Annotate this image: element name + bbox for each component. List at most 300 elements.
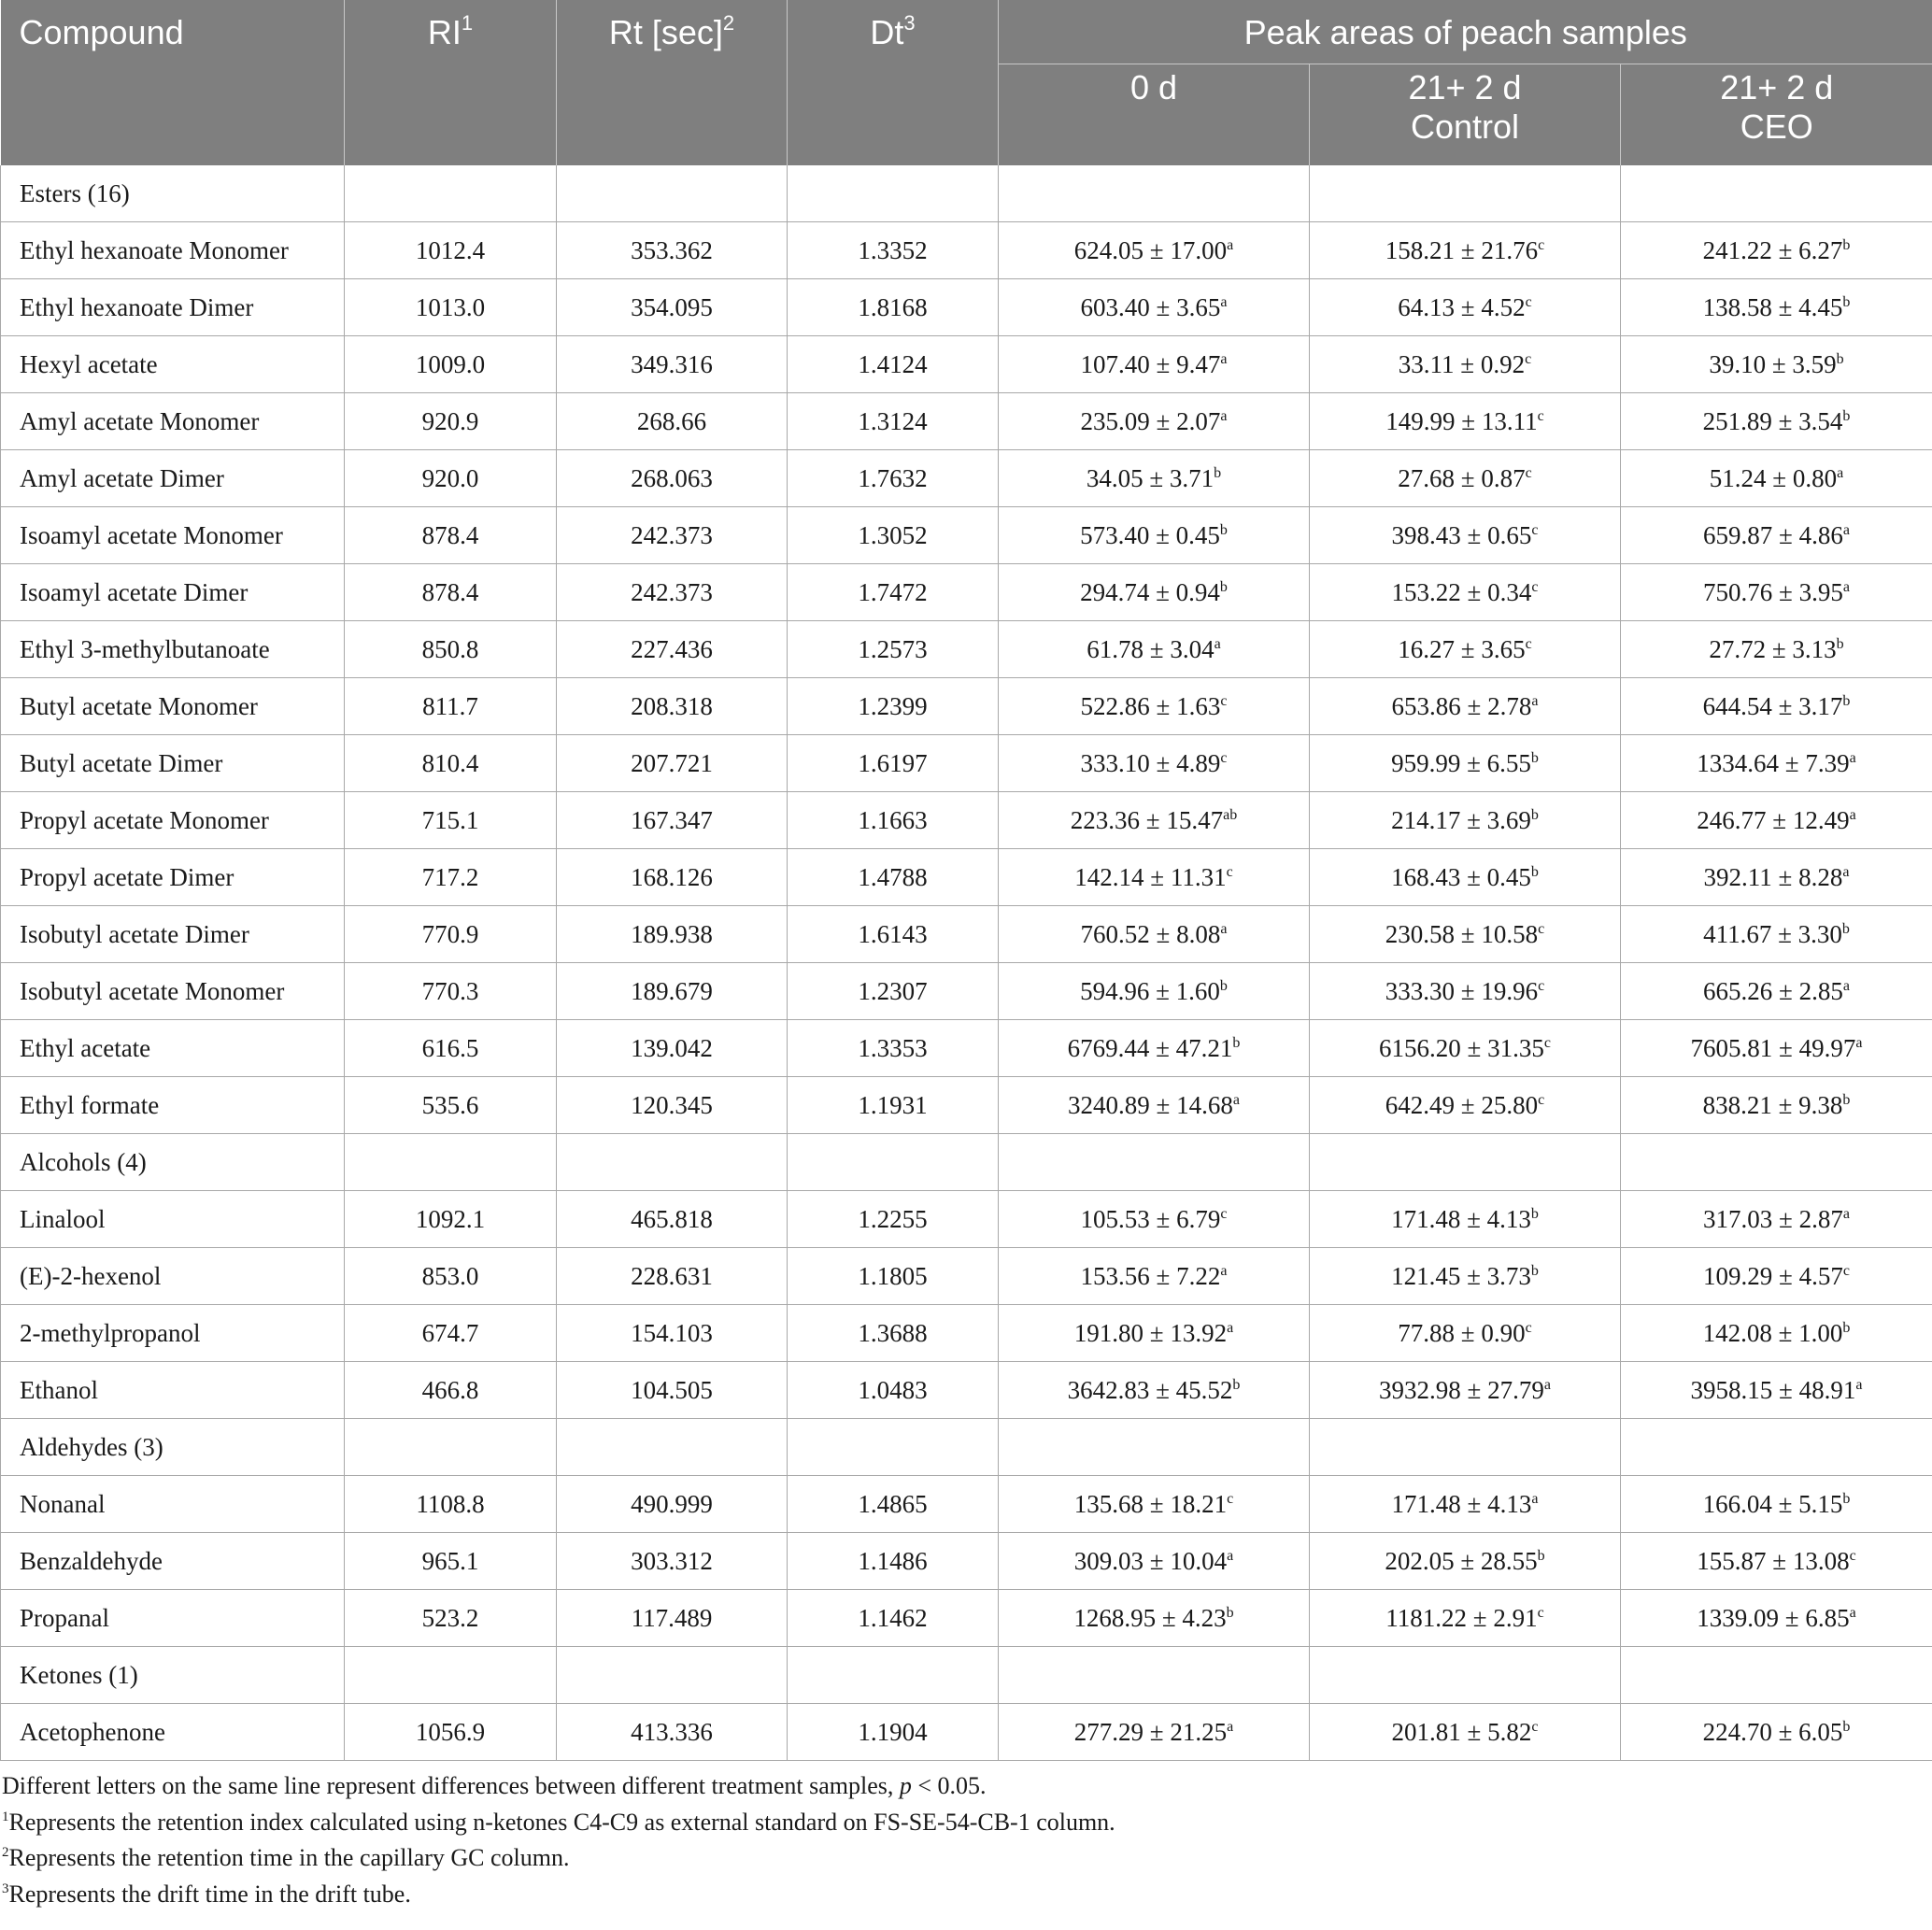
ri-value: 770.9 — [345, 906, 557, 963]
dt-value: 1.3352 — [788, 222, 999, 279]
mean-sd-value: 6769.44 ± 47.21 — [1067, 1033, 1233, 1062]
empty-cell — [345, 1419, 557, 1476]
significance-letter: b — [1219, 578, 1228, 595]
rt-value: 167.347 — [557, 792, 788, 849]
mean-sd-value: 392.11 ± 8.28 — [1703, 862, 1843, 891]
ri-value: 1092.1 — [345, 1191, 557, 1248]
table-row — [1, 450, 1932, 507]
ri-value: 965.1 — [345, 1533, 557, 1590]
compound-name: Isobutyl acetate Monomer — [1, 963, 345, 1020]
empty-cell — [999, 1647, 1310, 1704]
dt-value: 1.4788 — [788, 849, 999, 906]
peak-area-ceo — [1621, 1533, 1932, 1590]
significance-letter: b — [1841, 920, 1850, 937]
rt-value: 168.126 — [557, 849, 788, 906]
significance-letter: a — [1855, 1376, 1863, 1393]
significance-letter: c — [1227, 1490, 1234, 1507]
peak-area-0d — [999, 678, 1310, 735]
header-rt: Rt $[\sec]^2$ — [557, 0, 788, 165]
ri-value: 1108.8 — [345, 1476, 557, 1533]
mean-sd-value: 522.86 ± 1.63 — [1080, 691, 1221, 720]
mean-sd-value: 33.11 ± 0.92 — [1398, 349, 1526, 378]
dt-value: 1.1462 — [788, 1590, 999, 1647]
compound-name: Butyl acetate Monomer — [1, 678, 345, 735]
empty-cell — [788, 165, 999, 222]
table-body — [1, 165, 1932, 1761]
ri-value: 1009.0 — [345, 336, 557, 393]
significance-letter: b — [1842, 407, 1851, 424]
rt-value: 154.103 — [557, 1305, 788, 1362]
footnote-3: $^3$Represents the drift time in the drift tube. — [2, 1880, 411, 1908]
significance-letter: c — [1220, 1205, 1228, 1222]
significance-letter: c — [1525, 635, 1532, 652]
mean-sd-value: 333.10 ± 4.89 — [1080, 748, 1221, 777]
table-row — [1, 735, 1932, 792]
peak-area-0d — [999, 222, 1310, 279]
peak-area-ceo — [1621, 450, 1932, 507]
header-control: 21+ 2 d Control — [1310, 64, 1621, 166]
empty-cell — [788, 1419, 999, 1476]
ri-value: 717.2 — [345, 849, 557, 906]
peak-area-0d — [999, 279, 1310, 336]
peak-area-0d — [999, 1020, 1310, 1077]
table-row — [1, 1077, 1932, 1134]
ri-value: 811.7 — [345, 678, 557, 735]
peak-area-0d — [999, 792, 1310, 849]
dt-value: 1.1486 — [788, 1533, 999, 1590]
mean-sd-value: 135.68 ± 18.21 — [1073, 1489, 1228, 1518]
significance-letter: a — [1220, 920, 1228, 937]
peak-area-0d — [999, 1704, 1310, 1761]
compound-name: Amyl acetate Monomer — [1, 393, 345, 450]
peak-area-ceo — [1621, 507, 1932, 564]
compound-name: Isobutyl acetate Dimer — [1, 906, 345, 963]
compound-name: Ethyl acetate — [1, 1020, 345, 1077]
compound-name: 2-methylpropanol — [1, 1305, 345, 1362]
header-dt: Dt$^3$ — [788, 0, 999, 165]
significance-letter: c — [1531, 521, 1539, 538]
peak-area-0d — [999, 1476, 1310, 1533]
dt-value: 1.3052 — [788, 507, 999, 564]
significance-letter: a — [1543, 1376, 1551, 1393]
header-ceo: 21+ 2 d CEO — [1621, 64, 1932, 166]
rt-value: 139.042 — [557, 1020, 788, 1077]
compound-name: Ethanol — [1, 1362, 345, 1419]
mean-sd-value: 644.54 ± 3.17 — [1702, 691, 1843, 720]
rt-value: 117.489 — [557, 1590, 788, 1647]
dt-value: 1.4124 — [788, 336, 999, 393]
significance-letter: b — [1836, 350, 1844, 367]
table-row — [1, 393, 1932, 450]
empty-cell — [1310, 1134, 1621, 1191]
mean-sd-value: 317.03 ± 2.87 — [1703, 1204, 1843, 1233]
mean-sd-value: 109.29 ± 4.57 — [1703, 1261, 1843, 1290]
peak-area-control — [1310, 564, 1621, 621]
rt-value: 353.362 — [557, 222, 788, 279]
peak-area-ceo — [1621, 1020, 1932, 1077]
empty-cell — [1621, 1419, 1932, 1476]
significance-letter: a — [1842, 578, 1850, 595]
peak-area-control — [1310, 1476, 1621, 1533]
table-row — [1, 1191, 1932, 1248]
mean-sd-value: 333.30 ± 19.96 — [1385, 976, 1539, 1005]
peak-area-control — [1310, 735, 1621, 792]
peak-area-control — [1310, 1704, 1621, 1761]
mean-sd-value: 121.45 ± 3.73 — [1391, 1261, 1531, 1290]
mean-sd-value: 959.99 ± 6.55 — [1391, 748, 1531, 777]
mean-sd-value: 3642.83 ± 45.52 — [1067, 1375, 1233, 1404]
table-row — [1, 1704, 1932, 1761]
peak-area-control — [1310, 849, 1621, 906]
mean-sd-value: 77.88 ± 0.90 — [1398, 1318, 1526, 1347]
peak-area-control — [1310, 1020, 1621, 1077]
group-row — [1, 1647, 1932, 1704]
significance-letter: b — [1232, 1034, 1241, 1051]
mean-sd-value: 1181.22 ± 2.91 — [1385, 1603, 1538, 1632]
peak-area-ceo — [1621, 849, 1932, 906]
peak-area-ceo — [1621, 564, 1932, 621]
peak-area-ceo — [1621, 963, 1932, 1020]
empty-cell — [1310, 1419, 1621, 1476]
ri-value: 810.4 — [345, 735, 557, 792]
mean-sd-value: 3240.89 ± 14.68 — [1068, 1090, 1233, 1119]
mean-sd-value: 168.43 ± 0.45 — [1391, 862, 1531, 891]
empty-cell — [1621, 165, 1932, 222]
significance-letter: a — [1227, 1319, 1234, 1336]
peak-area-0d — [999, 963, 1310, 1020]
mean-sd-value: 214.17 ± 3.69 — [1391, 805, 1531, 834]
significance-letter: a — [1842, 521, 1850, 538]
mean-sd-value: 573.40 ± 0.45 — [1080, 520, 1220, 549]
mean-sd-value: 3958.15 ± 48.91 — [1690, 1375, 1856, 1404]
mean-sd-value: 251.89 ± 3.54 — [1702, 406, 1843, 435]
table-row — [1, 507, 1932, 564]
significance-letter: c — [1220, 749, 1228, 766]
footnote-significance: Different letters on the same line represent differences between different treatment samples, p < 0.05. — [2, 1772, 987, 1799]
header-0d: 0 d — [999, 64, 1310, 166]
mean-sd-value: 202.05 ± 28.55 — [1385, 1546, 1538, 1575]
significance-letter: b — [1219, 521, 1228, 538]
mean-sd-value: 107.40 ± 9.47 — [1080, 349, 1221, 378]
table-row — [1, 279, 1932, 336]
mean-sd-value: 603.40 ± 3.65 — [1080, 292, 1221, 321]
rt-value: 349.316 — [557, 336, 788, 393]
peak-area-ceo — [1621, 792, 1932, 849]
rt-value: 208.318 — [557, 678, 788, 735]
footnote-2: $^2$Represents the retention time in the capillary GC column. — [2, 1844, 570, 1871]
mean-sd-value: 149.99 ± 13.11 — [1385, 406, 1538, 435]
mean-sd-value: 277.29 ± 21.25 — [1073, 1717, 1228, 1746]
ri-value: 878.4 — [345, 564, 557, 621]
significance-letter: a — [1227, 236, 1234, 253]
compound-name: Propyl acetate Monomer — [1, 792, 345, 849]
peak-area-0d — [999, 1191, 1310, 1248]
mean-sd-value: 142.14 ± 11.31 — [1074, 862, 1227, 891]
ri-value: 674.7 — [345, 1305, 557, 1362]
table-row — [1, 963, 1932, 1020]
mean-sd-value: 39.10 ± 3.59 — [1709, 349, 1837, 378]
empty-cell — [999, 165, 1310, 222]
mean-sd-value: 294.74 ± 0.94 — [1080, 577, 1220, 606]
significance-letter: c — [1531, 578, 1539, 595]
mean-sd-value: 224.70 ± 6.05 — [1702, 1717, 1843, 1746]
dt-value: 1.4865 — [788, 1476, 999, 1533]
empty-cell — [1310, 1647, 1621, 1704]
compound-name: Propyl acetate Dimer — [1, 849, 345, 906]
compound-name: (E)-2-hexenol — [1, 1248, 345, 1305]
table-row — [1, 906, 1932, 963]
mean-sd-value: 594.96 ± 1.60 — [1080, 976, 1220, 1005]
significance-letter: b — [1530, 1205, 1539, 1222]
peak-area-0d — [999, 450, 1310, 507]
mean-sd-value: 309.03 ± 10.04 — [1073, 1546, 1228, 1575]
mean-sd-value: 1334.64 ± 7.39 — [1697, 748, 1850, 777]
peak-area-ceo — [1621, 393, 1932, 450]
significance-letter: b — [1842, 293, 1851, 310]
significance-letter: b — [1537, 1547, 1545, 1564]
significance-letter: a — [1227, 1718, 1234, 1735]
header-ri: $RI^1$ — [345, 0, 557, 165]
peak-area-0d — [999, 1590, 1310, 1647]
peak-area-control — [1310, 906, 1621, 963]
peak-area-0d — [999, 621, 1310, 678]
rt-value: 242.373 — [557, 564, 788, 621]
significance-letter: b — [1530, 749, 1539, 766]
peak-area-ceo — [1621, 1362, 1932, 1419]
table-row — [1, 1362, 1932, 1419]
peak-area-0d — [999, 564, 1310, 621]
empty-cell — [345, 165, 557, 222]
table-row — [1, 792, 1932, 849]
group-row — [1, 165, 1932, 222]
group-label: Ketones (1) — [1, 1647, 345, 1704]
mean-sd-value: 653.86 ± 2.78 — [1391, 691, 1532, 720]
mean-sd-value: 750.76 ± 3.95 — [1703, 577, 1843, 606]
compound-name: Ethyl formate — [1, 1077, 345, 1134]
peak-area-control — [1310, 792, 1621, 849]
mean-sd-value: 142.08 ± 1.00 — [1702, 1318, 1843, 1347]
mean-sd-value: 61.78 ± 3.04 — [1087, 634, 1215, 663]
significance-letter: b — [1842, 1490, 1851, 1507]
ri-value: 770.3 — [345, 963, 557, 1020]
table-row — [1, 1590, 1932, 1647]
dt-value: 1.7472 — [788, 564, 999, 621]
significance-letter: a — [1842, 977, 1850, 994]
mean-sd-value: 138.58 ± 4.45 — [1702, 292, 1843, 321]
mean-sd-value: 223.36 ± 15.47 — [1070, 805, 1224, 834]
table-row — [1, 678, 1932, 735]
mean-sd-value: 1268.95 ± 4.23 — [1073, 1603, 1227, 1632]
significance-letter: a — [1849, 1604, 1856, 1621]
significance-letter: c — [1538, 236, 1545, 253]
mean-sd-value: 153.22 ± 0.34 — [1391, 577, 1532, 606]
significance-letter: c — [1538, 977, 1545, 994]
mean-sd-value: 64.13 ± 4.52 — [1398, 292, 1526, 321]
compound-name: Hexyl acetate — [1, 336, 345, 393]
group-row — [1, 1419, 1932, 1476]
header-peak-areas: Peak areas of peach samples — [999, 0, 1932, 64]
significance-letter: a — [1855, 1034, 1863, 1051]
significance-letter: c — [1525, 1319, 1532, 1336]
dt-value: 1.3688 — [788, 1305, 999, 1362]
peak-area-control — [1310, 1590, 1621, 1647]
ri-value: 1056.9 — [345, 1704, 557, 1761]
compound-name: Acetophenone — [1, 1704, 345, 1761]
mean-sd-value: 246.77 ± 12.49 — [1697, 805, 1850, 834]
mean-sd-value: 171.48 ± 4.13 — [1391, 1489, 1532, 1518]
dt-value: 1.2399 — [788, 678, 999, 735]
mean-sd-value: 659.87 ± 4.86 — [1703, 520, 1843, 549]
peak-area-0d — [999, 1533, 1310, 1590]
rt-value: 104.505 — [557, 1362, 788, 1419]
significance-letter: c — [1543, 1034, 1551, 1051]
significance-letter: b — [1842, 1091, 1851, 1108]
empty-cell — [788, 1647, 999, 1704]
peak-area-ceo — [1621, 906, 1932, 963]
ri-value: 1012.4 — [345, 222, 557, 279]
compound-name: Ethyl 3-methylbutanoate — [1, 621, 345, 678]
table-row — [1, 1248, 1932, 1305]
significance-letter: c — [1525, 464, 1532, 481]
peak-area-control — [1310, 279, 1621, 336]
peak-area-ceo — [1621, 222, 1932, 279]
significance-letter: b — [1530, 863, 1539, 880]
significance-letter: c — [1537, 1604, 1544, 1621]
peak-area-control — [1310, 1248, 1621, 1305]
significance-letter: c — [1220, 692, 1228, 709]
table-row — [1, 222, 1932, 279]
significance-letter: b — [1219, 977, 1228, 994]
mean-sd-value: 27.68 ± 0.87 — [1398, 463, 1526, 492]
mean-sd-value: 235.09 ± 2.07 — [1080, 406, 1221, 435]
mean-sd-value: 760.52 ± 8.08 — [1080, 919, 1221, 948]
ri-value: 523.2 — [345, 1590, 557, 1647]
peak-area-ceo — [1621, 735, 1932, 792]
group-row — [1, 1134, 1932, 1191]
significance-letter: c — [1842, 1262, 1850, 1279]
peak-area-control — [1310, 336, 1621, 393]
empty-cell — [557, 165, 788, 222]
table-row — [1, 564, 1932, 621]
significance-letter: a — [1837, 464, 1844, 481]
significance-letter: a — [1842, 863, 1850, 880]
empty-cell — [557, 1647, 788, 1704]
mean-sd-value: 411.67 ± 3.30 — [1703, 919, 1842, 948]
mean-sd-value: 241.22 ± 6.27 — [1702, 235, 1843, 264]
dt-value: 1.2307 — [788, 963, 999, 1020]
mean-sd-value: 105.53 ± 6.79 — [1080, 1204, 1221, 1233]
mean-sd-value: 171.48 ± 4.13 — [1391, 1204, 1531, 1233]
peak-area-ceo — [1621, 1476, 1932, 1533]
rt-value: 303.312 — [557, 1533, 788, 1590]
significance-letter: a — [1842, 1205, 1850, 1222]
ri-value: 466.8 — [345, 1362, 557, 1419]
rt-value: 268.063 — [557, 450, 788, 507]
peak-area-0d — [999, 735, 1310, 792]
peak-area-control — [1310, 1077, 1621, 1134]
empty-cell — [788, 1134, 999, 1191]
peak-area-ceo — [1621, 1077, 1932, 1134]
significance-letter: b — [1842, 1319, 1851, 1336]
peak-area-control — [1310, 1305, 1621, 1362]
mean-sd-value: 153.56 ± 7.22 — [1080, 1261, 1221, 1290]
mean-sd-value: 201.81 ± 5.82 — [1391, 1717, 1532, 1746]
dt-value: 1.8168 — [788, 279, 999, 336]
dt-value: 1.1805 — [788, 1248, 999, 1305]
peak-area-ceo — [1621, 1590, 1932, 1647]
significance-letter: c — [1538, 920, 1545, 937]
peak-area-control — [1310, 678, 1621, 735]
significance-letter: a — [1849, 749, 1856, 766]
dt-value: 1.1904 — [788, 1704, 999, 1761]
peak-area-control — [1310, 1362, 1621, 1419]
significance-letter: b — [1214, 464, 1222, 481]
mean-sd-value: 624.05 ± 17.00 — [1073, 235, 1228, 264]
rt-value: 268.66 — [557, 393, 788, 450]
ri-value: 850.8 — [345, 621, 557, 678]
significance-letter: c — [1537, 407, 1544, 424]
ri-value: 715.1 — [345, 792, 557, 849]
dt-value: 1.7632 — [788, 450, 999, 507]
empty-cell — [557, 1134, 788, 1191]
rt-value: 490.999 — [557, 1476, 788, 1533]
group-label: Alcohols (4) — [1, 1134, 345, 1191]
mean-sd-value: 16.27 ± 3.65 — [1398, 634, 1526, 663]
table-header — [1, 0, 1932, 165]
dt-value: 1.6143 — [788, 906, 999, 963]
ri-value: 535.6 — [345, 1077, 557, 1134]
mean-sd-value: 166.04 ± 5.15 — [1702, 1489, 1843, 1518]
significance-letter: b — [1226, 1604, 1234, 1621]
significance-letter: b — [1836, 635, 1844, 652]
peak-area-ceo — [1621, 1191, 1932, 1248]
compound-name: Ethyl hexanoate Monomer — [1, 222, 345, 279]
peak-area-control — [1310, 1533, 1621, 1590]
peak-area-0d — [999, 1305, 1310, 1362]
significance-letter: c — [1226, 863, 1233, 880]
table-row — [1, 621, 1932, 678]
significance-letter: c — [1538, 1091, 1545, 1108]
mean-sd-value: 230.58 ± 10.58 — [1385, 919, 1539, 948]
table-row — [1, 336, 1932, 393]
empty-cell — [999, 1134, 1310, 1191]
significance-letter: b — [1232, 1376, 1241, 1393]
table-row — [1, 1020, 1932, 1077]
significance-letter: b — [1842, 236, 1851, 253]
mean-sd-value: 3932.98 ± 27.79 — [1379, 1375, 1544, 1404]
compound-name: Isoamyl acetate Monomer — [1, 507, 345, 564]
compound-name: Benzaldehyde — [1, 1533, 345, 1590]
empty-cell — [1310, 165, 1621, 222]
rt-value: 465.818 — [557, 1191, 788, 1248]
empty-cell — [1621, 1647, 1932, 1704]
significance-letter: a — [1849, 806, 1856, 823]
compound-name: Ethyl hexanoate Dimer — [1, 279, 345, 336]
ri-value: 616.5 — [345, 1020, 557, 1077]
mean-sd-value: 7605.81 ± 49.97 — [1690, 1033, 1856, 1062]
peak-area-control — [1310, 621, 1621, 678]
dt-value: 1.0483 — [788, 1362, 999, 1419]
significance-letter: c — [1849, 1547, 1856, 1564]
empty-cell — [557, 1419, 788, 1476]
table-footnotes — [0, 1761, 1932, 1912]
peak-area-ceo — [1621, 678, 1932, 735]
peak-area-ceo — [1621, 336, 1932, 393]
peak-area-control — [1310, 450, 1621, 507]
dt-value: 1.3124 — [788, 393, 999, 450]
peak-area-ceo — [1621, 1305, 1932, 1362]
mean-sd-value: 51.24 ± 0.80 — [1709, 463, 1838, 492]
